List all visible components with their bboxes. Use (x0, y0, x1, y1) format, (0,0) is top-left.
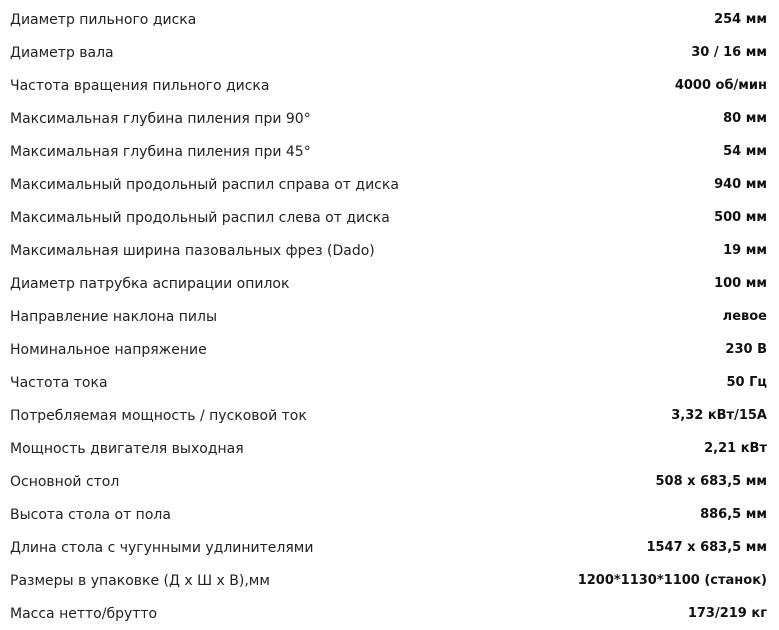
spec-row-voltage (0, 333, 779, 366)
spec-row-rip-left (0, 201, 779, 234)
spec-row-table-length-extensions (0, 531, 779, 564)
spec-label: Номинальное напряжение (10, 341, 207, 358)
spec-row-blade-speed (0, 69, 779, 102)
spec-label: Максимальная глубина пиления при 45° (10, 143, 311, 160)
spec-value: 500 мм (714, 210, 767, 225)
spec-value: 100 мм (714, 276, 767, 291)
spec-label: Масса нетто/брутто (10, 605, 158, 622)
spec-row-power-input (0, 399, 779, 432)
spec-value: 2,21 кВт (704, 441, 767, 456)
spec-row-blade-diameter (0, 3, 779, 36)
spec-label: Высота стола от пола (10, 506, 171, 523)
spec-row-main-table (0, 465, 779, 498)
spec-value: 886,5 мм (700, 507, 767, 522)
spec-row-dado-width (0, 234, 779, 267)
spec-label: Мощность двигателя выходная (10, 440, 244, 457)
spec-row-tilt-direction (0, 300, 779, 333)
spec-row-cut-depth-90 (0, 102, 779, 135)
spec-label: Направление наклона пилы (10, 308, 217, 325)
spec-row-table-height (0, 498, 779, 531)
spec-value: 4000 об/мин (674, 78, 767, 93)
spec-value: левое (722, 309, 767, 324)
spec-row-arbor-diameter (0, 36, 779, 69)
spec-row-weight (0, 597, 779, 630)
spec-row-dust-port (0, 267, 779, 300)
spec-row-cut-depth-45 (0, 135, 779, 168)
spec-label: Частота тока (10, 374, 108, 391)
spec-row-rip-right (0, 168, 779, 201)
spec-label: Потребляемая мощность / пусковой ток (10, 407, 307, 424)
spec-label: Максимальный продольный распил справа от диска (10, 176, 399, 193)
spec-row-frequency (0, 366, 779, 399)
spec-label: Частота вращения пильного диска (10, 77, 270, 94)
spec-label: Длина стола с чугунными удлинителями (10, 539, 314, 556)
spec-label: Диаметр вала (10, 44, 114, 61)
spec-label: Диаметр пильного диска (10, 11, 197, 28)
spec-label: Размеры в упаковке (Д х Ш х В),мм (10, 572, 270, 589)
spec-value: 254 мм (714, 12, 767, 27)
spec-value: 54 мм (723, 144, 767, 159)
spec-label: Максимальная глубина пиления при 90° (10, 110, 311, 127)
spec-value: 80 мм (723, 111, 767, 126)
spec-label: Диаметр патрубка аспирации опилок (10, 275, 290, 292)
spec-label: Максимальный продольный распил слева от диска (10, 209, 390, 226)
spec-value: 3,32 кВт/15А (671, 408, 767, 423)
spec-value: 30 / 16 мм (691, 45, 767, 60)
spec-value: 19 мм (723, 243, 767, 258)
spec-value: 1200*1130*1100 (станок) (577, 573, 767, 588)
spec-value: 50 Гц (726, 375, 767, 390)
spec-value: 508 х 683,5 мм (655, 474, 767, 489)
spec-value: 173/219 кг (687, 606, 767, 621)
spec-label: Максимальная ширина пазовальных фрез (Dado) (10, 242, 375, 259)
spec-value: 1547 х 683,5 мм (646, 540, 767, 555)
spec-row-package-dimensions (0, 564, 779, 597)
spec-label: Основной стол (10, 473, 120, 490)
spec-value: 230 В (725, 342, 767, 357)
spec-value: 940 мм (714, 177, 767, 192)
spec-row-power-output (0, 432, 779, 465)
